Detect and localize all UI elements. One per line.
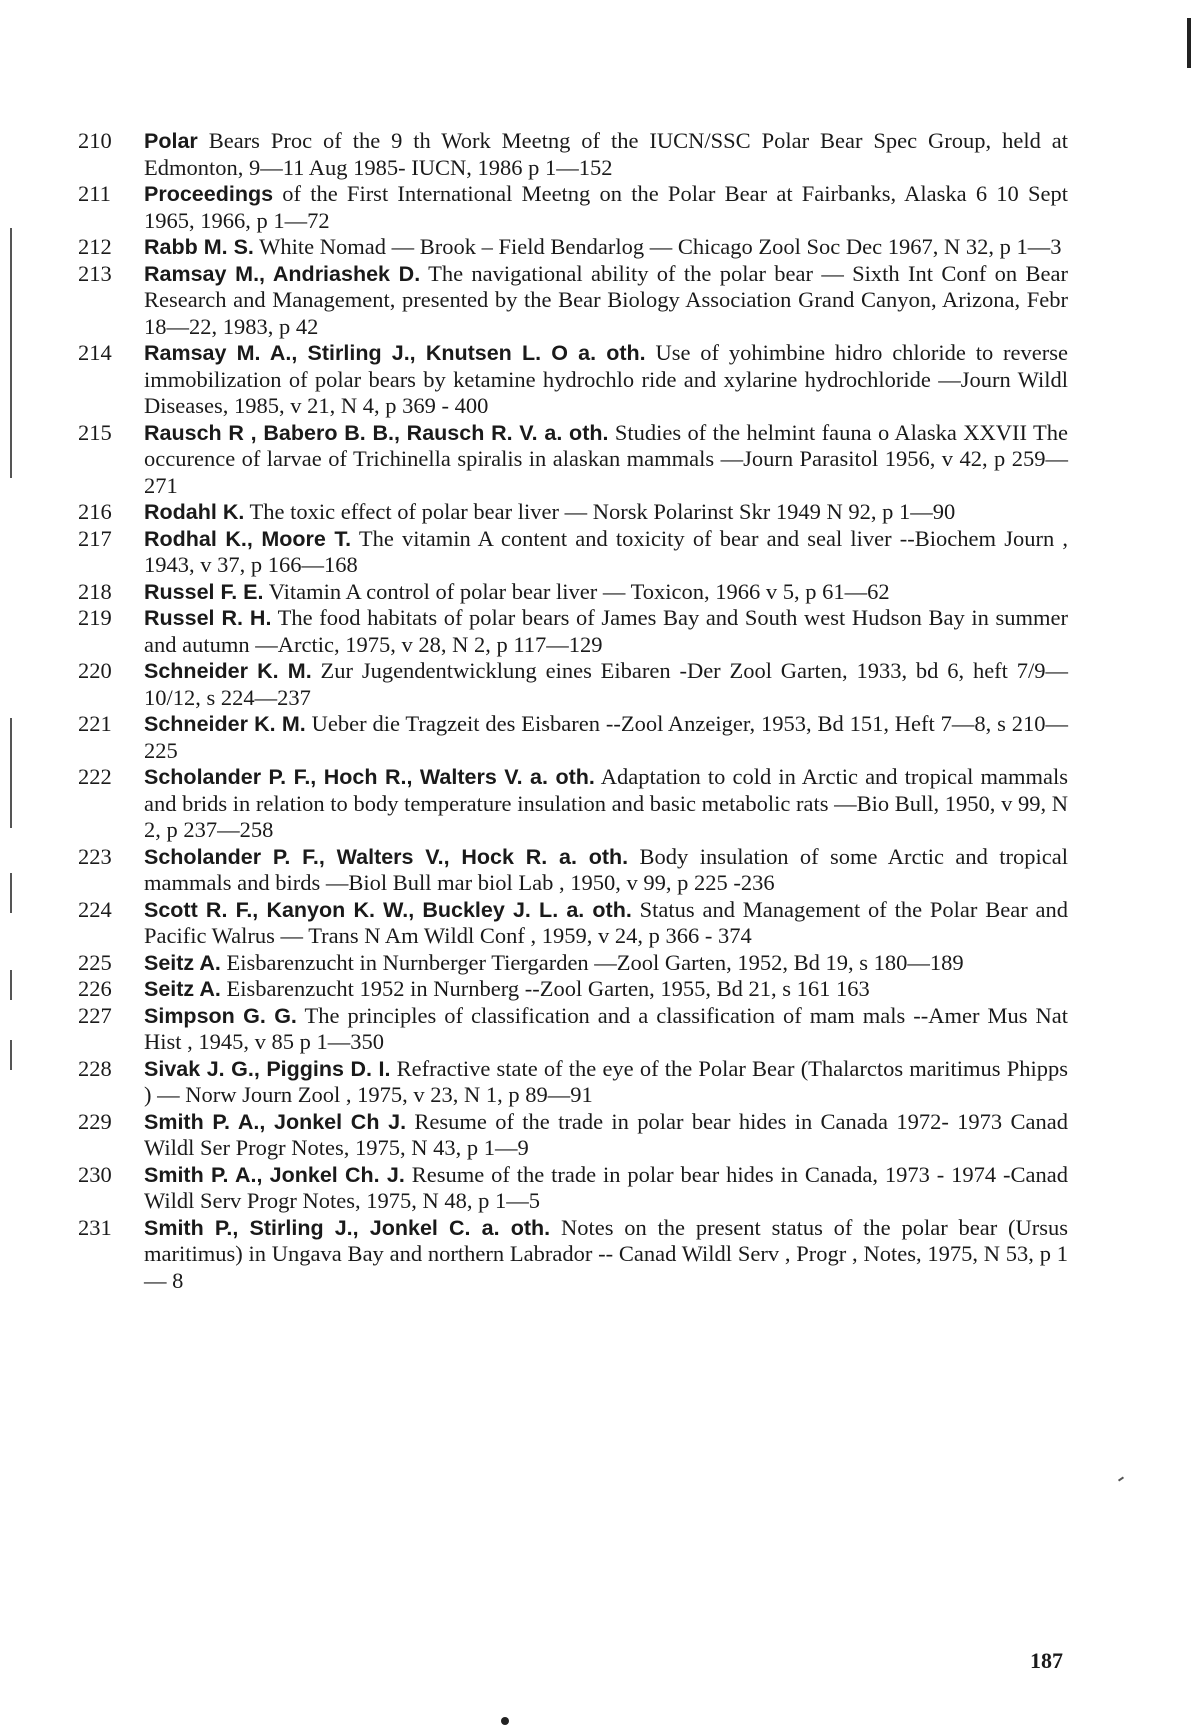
reference-text: of the First International Meetng on the Polar Bear at Fairbanks, Alaska 6 10 Sept 1965, 1966, p 1—72 bbox=[144, 181, 1068, 233]
reference-author: Rodahl K. bbox=[144, 500, 244, 524]
reference-text: Use of yohimbine hidro chloride to reverse immobilization of polar bears by ketamine hydrochlo ride and xylarine hydrochloride —Journ Wildl Diseases, 1985, v 21, N 4, p 369 - 400 bbox=[144, 340, 1068, 418]
reference-entry bbox=[78, 1109, 1068, 1162]
reference-text: Eisbarenzucht 1952 in Nurnberg --Zool Garten, 1955, Bd 21, s 161 163 bbox=[221, 976, 870, 1001]
reference-text: Resume of the trade in polar bear hides in Canada 1972- 1973 Canad Wildl Ser Progr Notes, 1975, N 43, p 1—9 bbox=[144, 1109, 1068, 1161]
binding-mark-lower bbox=[10, 873, 12, 913]
reference-text: Adaptation to cold in Arctic and tropical mammals and brids in relation to body temperature insulation and basic metabolic rats —Bio Bull, 1950, v 99, N 2, p 237—258 bbox=[144, 764, 1068, 842]
reference-text: Body insulation of some Arctic and tropical mammals and birds —Biol Bull mar biol Lab , 1950, v 99, p 225 -236 bbox=[144, 844, 1068, 896]
reference-number: 219 bbox=[78, 605, 144, 658]
reference-body bbox=[144, 950, 1068, 977]
reference-entry bbox=[78, 420, 1068, 500]
reference-text: Bears Proc of the 9 th Work Meetng of the IUCN/SSC Polar Bear Spec Group, held at Edmonton, 9—11 Aug 1985- IUCN, 1986 p 1—152 bbox=[144, 128, 1068, 180]
binding-mark-bottom bbox=[10, 970, 12, 1000]
reference-entry bbox=[78, 1003, 1068, 1056]
reference-author: Seitz A. bbox=[144, 951, 221, 975]
reference-number: 220 bbox=[78, 658, 144, 711]
reference-entry bbox=[78, 764, 1068, 844]
reference-entry bbox=[78, 340, 1068, 420]
reference-number: 225 bbox=[78, 950, 144, 977]
reference-number: 217 bbox=[78, 526, 144, 579]
reference-body bbox=[144, 976, 1068, 1003]
reference-body bbox=[144, 605, 1068, 658]
reference-entry bbox=[78, 711, 1068, 764]
reference-entry bbox=[78, 499, 1068, 526]
reference-body bbox=[144, 420, 1068, 500]
reference-author: Schneider K. M. bbox=[144, 712, 306, 736]
reference-author: Russel F. E. bbox=[144, 580, 264, 604]
reference-body bbox=[144, 526, 1068, 579]
reference-entry bbox=[78, 950, 1068, 977]
reference-author: Rabb M. S. bbox=[144, 235, 254, 259]
reference-text: Vitamin A control of polar bear liver — Toxicon, 1966 v 5, p 61—62 bbox=[264, 579, 890, 604]
reference-number: 211 bbox=[78, 181, 144, 234]
reference-text: The principles of classification and a classification of mam mals --Amer Mus Nat Hist , 1945, v 85 p 1—350 bbox=[144, 1003, 1068, 1055]
reference-body bbox=[144, 234, 1068, 261]
scan-dot bbox=[501, 1717, 509, 1725]
reference-number: 210 bbox=[78, 128, 144, 181]
reference-text: Studies of the helmint fauna o Alaska XXVII The occurence of larvae of Trichinella spiralis in alaskan mammals —Journ Parasitol 1956, v 42, p 259—271 bbox=[144, 420, 1068, 498]
reference-number: 223 bbox=[78, 844, 144, 897]
scan-speck bbox=[1118, 1476, 1124, 1481]
reference-number: 222 bbox=[78, 764, 144, 844]
reference-number: 224 bbox=[78, 897, 144, 950]
reference-body bbox=[144, 1056, 1068, 1109]
reference-entry bbox=[78, 658, 1068, 711]
reference-author: Proceedings bbox=[144, 182, 273, 206]
reference-body bbox=[144, 1215, 1068, 1295]
reference-author: Smith P. A., Jonkel Ch J. bbox=[144, 1110, 406, 1134]
reference-entry bbox=[78, 526, 1068, 579]
reference-number: 212 bbox=[78, 234, 144, 261]
reference-author: Scott R. F., Kanyon K. W., Buckley J. L. a. oth. bbox=[144, 898, 632, 922]
reference-body bbox=[144, 128, 1068, 181]
reference-number: 215 bbox=[78, 420, 144, 500]
reference-text: Zur Jugendentwicklung eines Eibaren -Der Zool Garten, 1933, bd 6, heft 7/9—10/12, s 224—237 bbox=[144, 658, 1068, 710]
reference-body bbox=[144, 1003, 1068, 1056]
scan-edge-mark bbox=[1187, 18, 1191, 68]
reference-entry bbox=[78, 128, 1068, 181]
reference-entry bbox=[78, 897, 1068, 950]
reference-text: White Nomad — Brook – Field Bendarlog — Chicago Zool Soc Dec 1967, N 32, p 1—3 bbox=[254, 234, 1062, 259]
reference-number: 228 bbox=[78, 1056, 144, 1109]
reference-text: Notes on the present status of the polar bear (Ursus maritimus) in Ungava Bay and northern Labrador -- Canad Wildl Serv , Progr , Notes, 1975, N 53, p 1— 8 bbox=[144, 1215, 1068, 1293]
binding-mark-bottom-2 bbox=[10, 1040, 12, 1070]
reference-body bbox=[144, 340, 1068, 420]
reference-body bbox=[144, 181, 1068, 234]
reference-body bbox=[144, 579, 1068, 606]
reference-body bbox=[144, 897, 1068, 950]
reference-author: Simpson G. G. bbox=[144, 1004, 297, 1028]
reference-number: 218 bbox=[78, 579, 144, 606]
reference-author: Russel R. H. bbox=[144, 606, 271, 630]
reference-body bbox=[144, 658, 1068, 711]
reference-body bbox=[144, 844, 1068, 897]
reference-text: The navigational ability of the polar bear — Sixth Int Conf on Bear Research and Management, presented by the Bear Biology Association Grand Canyon, Arizona, Febr 18—22, 1983, p 42 bbox=[144, 261, 1068, 339]
reference-author: Smith P. A., Jonkel Ch. J. bbox=[144, 1163, 405, 1187]
reference-number: 213 bbox=[78, 261, 144, 341]
reference-author: Smith P., Stirling J., Jonkel C. a. oth. bbox=[144, 1216, 550, 1240]
reference-author: Scholander P. F., Hoch R., Walters V. a. oth. bbox=[144, 765, 595, 789]
reference-number: 230 bbox=[78, 1162, 144, 1215]
reference-entry bbox=[78, 605, 1068, 658]
reference-text: The vitamin A content and toxicity of bear and seal liver --Biochem Journ , 1943, v 37, p 166—168 bbox=[144, 526, 1068, 578]
reference-entry bbox=[78, 234, 1068, 261]
reference-body bbox=[144, 1109, 1068, 1162]
reference-author: Scholander P. F., Walters V., Hock R. a. oth. bbox=[144, 845, 628, 869]
reference-author: Rodhal K., Moore T. bbox=[144, 527, 351, 551]
reference-author: Sivak J. G., Piggins D. I. bbox=[144, 1057, 390, 1081]
reference-author: Polar bbox=[144, 129, 198, 153]
reference-text: Status and Management of the Polar Bear and Pacific Walrus — Trans N Am Wildl Conf , 1959, v 24, p 366 - 374 bbox=[144, 897, 1068, 949]
reference-entry bbox=[78, 844, 1068, 897]
reference-list bbox=[78, 128, 1068, 1294]
reference-entry bbox=[78, 1215, 1068, 1295]
reference-text: The food habitats of polar bears of James Bay and South west Hudson Bay in summer and autumn —Arctic, 1975, v 28, N 2, p 117—129 bbox=[144, 605, 1068, 657]
binding-mark-middle bbox=[10, 718, 12, 828]
reference-text: Ueber die Tragzeit des Eisbaren --Zool Anzeiger, 1953, Bd 151, Heft 7—8, s 210—225 bbox=[144, 711, 1068, 763]
page-number: 187 bbox=[1030, 1648, 1063, 1674]
reference-number: 231 bbox=[78, 1215, 144, 1295]
reference-text: Resume of the trade in polar bear hides in Canada, 1973 - 1974 -Canad Wildl Serv Progr Notes, 1975, N 48, p 1—5 bbox=[144, 1162, 1068, 1214]
reference-entry bbox=[78, 181, 1068, 234]
reference-body bbox=[144, 711, 1068, 764]
reference-body bbox=[144, 764, 1068, 844]
reference-text: Refractive state of the eye of the Polar Bear (Thalarctos maritimus Phipps ) — Norw Journ Zool , 1975, v 23, N 1, p 89—91 bbox=[144, 1056, 1068, 1108]
reference-number: 226 bbox=[78, 976, 144, 1003]
reference-text: Eisbarenzucht in Nurnberger Tiergarden —Zool Garten, 1952, Bd 19, s 180—189 bbox=[221, 950, 964, 975]
reference-body bbox=[144, 499, 1068, 526]
document-page bbox=[0, 0, 1200, 1735]
reference-author: Rausch R , Babero B. B., Rausch R. V. a. oth. bbox=[144, 421, 608, 445]
reference-number: 229 bbox=[78, 1109, 144, 1162]
reference-body bbox=[144, 1162, 1068, 1215]
reference-author: Ramsay M. A., Stirling J., Knutsen L. O a. oth. bbox=[144, 341, 646, 365]
reference-entry bbox=[78, 1056, 1068, 1109]
reference-author: Seitz A. bbox=[144, 977, 221, 1001]
reference-number: 221 bbox=[78, 711, 144, 764]
reference-number: 216 bbox=[78, 499, 144, 526]
reference-number: 214 bbox=[78, 340, 144, 420]
reference-entry bbox=[78, 579, 1068, 606]
reference-number: 227 bbox=[78, 1003, 144, 1056]
reference-author: Ramsay M., Andriashek D. bbox=[144, 262, 420, 286]
reference-body bbox=[144, 261, 1068, 341]
reference-text: The toxic effect of polar bear liver — Norsk Polarinst Skr 1949 N 92, p 1—90 bbox=[244, 499, 955, 524]
reference-entry bbox=[78, 261, 1068, 341]
reference-entry bbox=[78, 1162, 1068, 1215]
binding-mark-upper bbox=[10, 228, 12, 478]
reference-entry bbox=[78, 976, 1068, 1003]
reference-author: Schneider K. M. bbox=[144, 659, 312, 683]
